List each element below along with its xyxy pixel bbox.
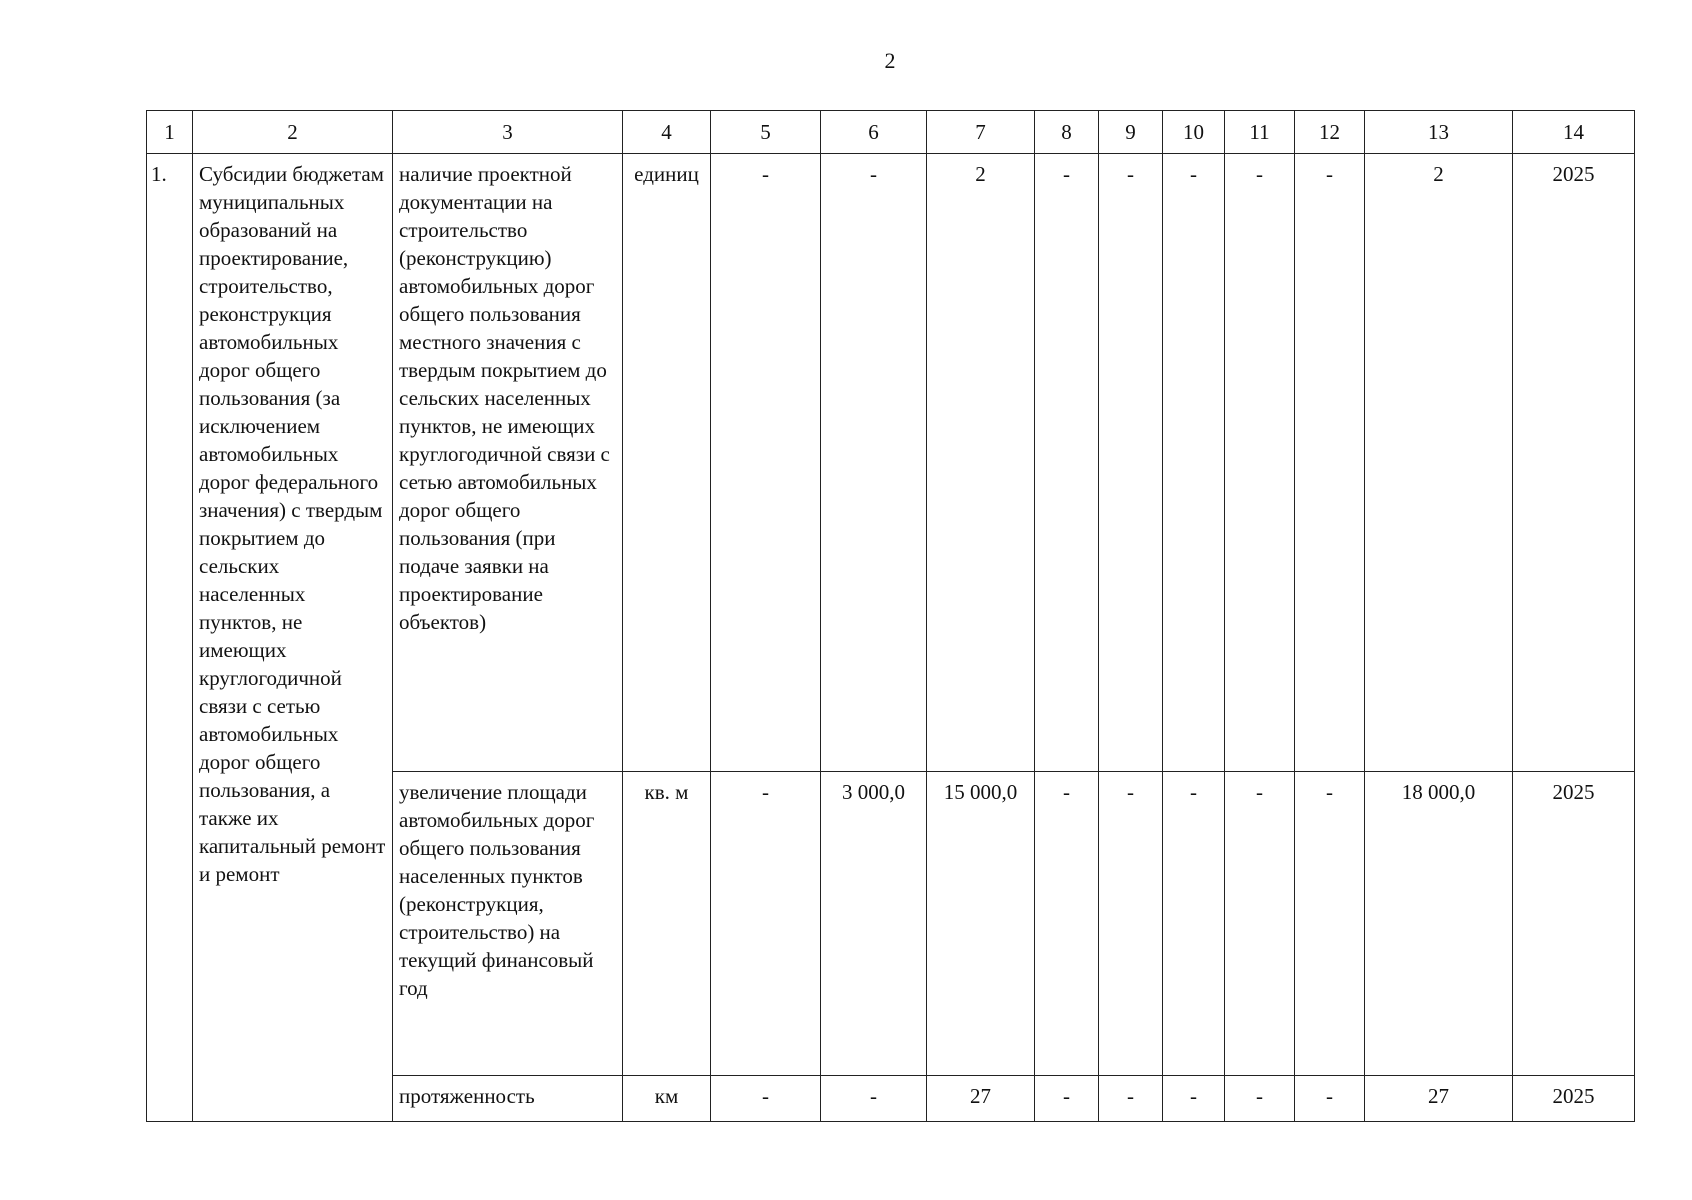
unit-cell: кв. м bbox=[623, 772, 711, 1076]
value-cell: - bbox=[711, 154, 821, 772]
value-cell: - bbox=[821, 1076, 927, 1122]
table-row bbox=[147, 154, 1635, 772]
value-cell: - bbox=[711, 1076, 821, 1122]
year-cell: 2025 bbox=[1513, 1076, 1635, 1122]
value-cell: - bbox=[1035, 772, 1099, 1076]
header-cell: 8 bbox=[1035, 111, 1099, 154]
row-number: 1. bbox=[147, 154, 193, 1122]
value-cell: - bbox=[1225, 1076, 1295, 1122]
value-cell: - bbox=[1099, 1076, 1163, 1122]
value-cell: - bbox=[1163, 772, 1225, 1076]
indicator-text: протяженность bbox=[393, 1076, 623, 1122]
value-cell: - bbox=[1295, 772, 1365, 1076]
value-cell: - bbox=[1099, 772, 1163, 1076]
total-cell: 2 bbox=[1365, 154, 1513, 772]
header-cell: 14 bbox=[1513, 111, 1635, 154]
total-cell: 18 000,0 bbox=[1365, 772, 1513, 1076]
value-cell: - bbox=[711, 772, 821, 1076]
header-cell: 4 bbox=[623, 111, 711, 154]
value-cell: 2 bbox=[927, 154, 1035, 772]
header-cell: 6 bbox=[821, 111, 927, 154]
value-cell: - bbox=[1225, 772, 1295, 1076]
value-cell: - bbox=[1035, 1076, 1099, 1122]
value-cell: - bbox=[1035, 154, 1099, 772]
value-cell: - bbox=[821, 154, 927, 772]
value-cell: - bbox=[1099, 154, 1163, 772]
indicators-table bbox=[146, 110, 1635, 1122]
year-cell: 2025 bbox=[1513, 772, 1635, 1076]
value-cell: 3 000,0 bbox=[821, 772, 927, 1076]
value-cell: - bbox=[1163, 154, 1225, 772]
value-cell: 15 000,0 bbox=[927, 772, 1035, 1076]
header-cell: 1 bbox=[147, 111, 193, 154]
total-cell: 27 bbox=[1365, 1076, 1513, 1122]
header-row bbox=[147, 111, 1635, 154]
value-cell: - bbox=[1225, 154, 1295, 772]
header-cell: 2 bbox=[193, 111, 393, 154]
header-cell: 12 bbox=[1295, 111, 1365, 154]
header-cell: 10 bbox=[1163, 111, 1225, 154]
indicator-text: наличие проектной документации на строительство (реконструкцию) автомобильных дорог общего пользования местного значения с твердым покрытием до сельских населенных пунктов, не имеющих круглогодичной связи с сетью автомобильных дорог общего пользования (при подаче заявки на проектирование объектов) bbox=[393, 154, 623, 772]
header-cell: 13 bbox=[1365, 111, 1513, 154]
value-cell: - bbox=[1295, 154, 1365, 772]
header-cell: 5 bbox=[711, 111, 821, 154]
indicator-text: увеличение площади автомобильных дорог общего пользования населенных пунктов (реконструкция, строительство) на текущий финансовый год bbox=[393, 772, 623, 1076]
header-cell: 9 bbox=[1099, 111, 1163, 154]
unit-cell: единиц bbox=[623, 154, 711, 772]
value-cell: - bbox=[1295, 1076, 1365, 1122]
header-cell: 3 bbox=[393, 111, 623, 154]
header-cell: 7 bbox=[927, 111, 1035, 154]
header-cell: 11 bbox=[1225, 111, 1295, 154]
year-cell: 2025 bbox=[1513, 154, 1635, 772]
value-cell: - bbox=[1163, 1076, 1225, 1122]
unit-cell: км bbox=[623, 1076, 711, 1122]
subsidy-name: Субсидии бюджетам муниципальных образований на проектирование, строительство, реконструкция автомобильных дорог общего пользования (за исключением автомобильных дорог федерального значения) с твердым покрытием до сельских населенных пунктов, не имеющих круглогодичной связи с сетью автомобильных дорог общего пользования, а также их капитальный ремонт и ремонт bbox=[193, 154, 393, 1122]
value-cell: 27 bbox=[927, 1076, 1035, 1122]
page-number: 2 bbox=[884, 48, 896, 73]
